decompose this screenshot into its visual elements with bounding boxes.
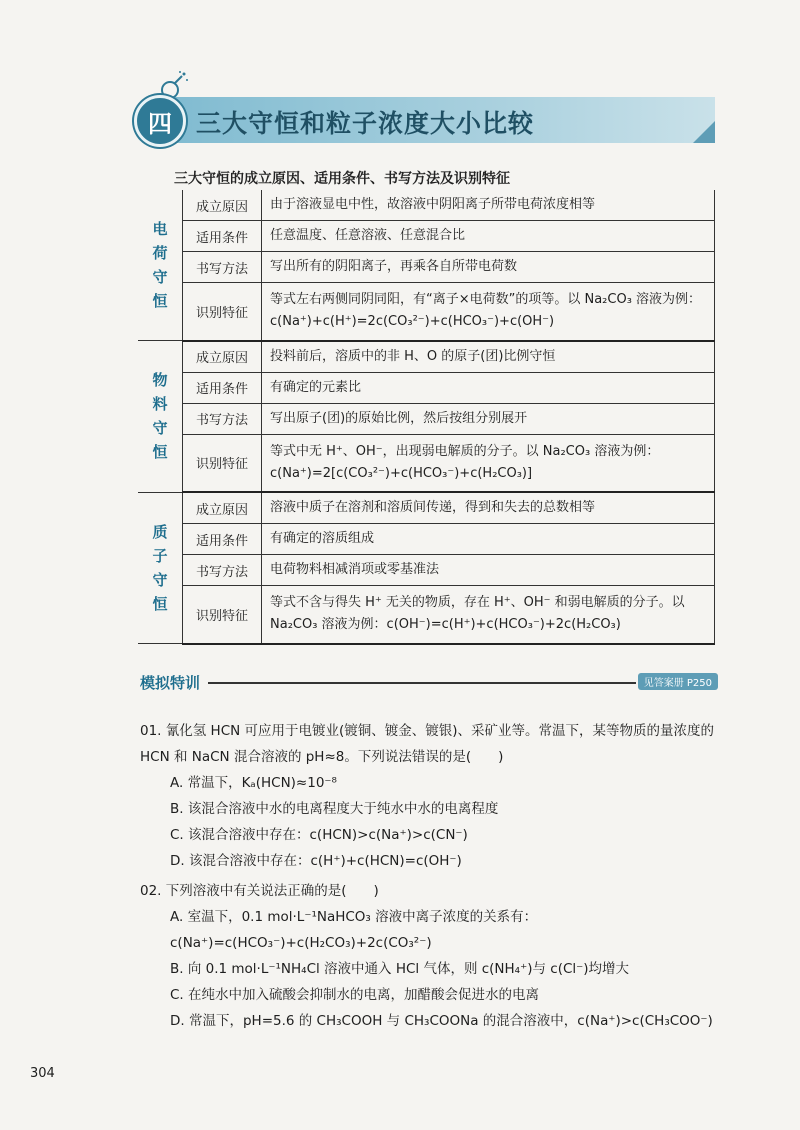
attr-content: 等式中无 H⁺、OH⁻，出现弱电解质的分子。以 Na₂CO₃ 溶液为例：c(Na⁺)=2[c(CO₃²⁻)+c(HCO₃⁻)+c(H₂CO₃)] [262, 434, 715, 492]
table-row [138, 586, 715, 644]
attr-content: 有确定的元素比 [262, 372, 715, 403]
attr-content: 等式不含与得失 H⁺ 无关的物质，存在 H⁺、OH⁻ 和弱电解质的分子。以 Na₂CO₃ 溶液为例：c(OH⁻)=c(H⁺)+c(HCO₃⁻)+2c(H₂CO₃) [262, 586, 715, 644]
attr-content: 投料前后，溶质中的非 H、O 的原子(团)比例守恒 [262, 341, 715, 373]
attr-label: 适用条件 [183, 524, 262, 555]
table-row [138, 555, 715, 586]
table-row [138, 341, 715, 373]
attr-label: 识别特征 [183, 434, 262, 492]
attr-content: 电荷物料相减消项或零基准法 [262, 555, 715, 586]
answer-ref-tag: 见答案册 P250 [638, 673, 718, 690]
group-label-charge: 电荷守恒 [138, 190, 183, 341]
attr-content: 任意温度、任意溶液、任意混合比 [262, 221, 715, 252]
section-number-badge: 四 [134, 95, 186, 147]
attr-content: 有确定的溶质组成 [262, 524, 715, 555]
conservation-table [138, 190, 715, 645]
group-label-proton: 质子守恒 [138, 492, 183, 644]
table-caption: 三大守恒的成立原因、适用条件、书写方法及识别特征 [174, 171, 510, 187]
attr-content: 写出所有的阴阳离子，再乘各自所带电荷数 [262, 252, 715, 283]
section-title: 模拟特训 [140, 674, 201, 692]
attr-label: 识别特征 [183, 586, 262, 644]
attr-content: 溶液中质子在溶剂和溶质间传递，得到和失去的总数相等 [262, 492, 715, 524]
table-row [138, 283, 715, 341]
question-stem: 02. 下列溶液中有关说法正确的是( ) [140, 883, 379, 899]
attr-label: 成立原因 [183, 190, 262, 221]
attr-label: 成立原因 [183, 492, 262, 524]
table-row [138, 492, 715, 524]
option-b: B. 向 0.1 mol·L⁻¹NH₄Cl 溶液中通入 HCl 气体，则 c(NH₄⁺)与 c(Cl⁻)均增大 [170, 961, 630, 977]
attr-label: 识别特征 [183, 283, 262, 341]
option-d: D. 常温下，pH=5.6 的 CH₃COOH 与 CH₃COONa 的混合溶液中，c(Na⁺)>c(CH₃COO⁻) [170, 1013, 713, 1029]
option-a: A. 常温下，Kₐ(HCN)≈10⁻⁸ [170, 775, 337, 791]
attr-label: 适用条件 [183, 372, 262, 403]
option-a: A. 室温下，0.1 mol·L⁻¹NaHCO₃ 溶液中离子浓度的关系有：c(Na⁺)=c(HCO₃⁻)+c(H₂CO₃)+2c(CO₃²⁻) [170, 909, 538, 951]
question-1 [140, 718, 720, 874]
practice-section-header [140, 672, 718, 692]
attr-label: 书写方法 [183, 555, 262, 586]
banner-corner [693, 121, 715, 143]
table-row [138, 524, 715, 555]
table-row [138, 434, 715, 492]
divider [208, 682, 636, 684]
table-row [138, 403, 715, 434]
table-row [138, 372, 715, 403]
option-b: B. 该混合溶液中水的电离程度大于纯水中水的电离程度 [170, 801, 499, 817]
attr-label: 书写方法 [183, 403, 262, 434]
attr-content: 由于溶液显电中性，故溶液中阴阳离子所带电荷浓度相等 [262, 190, 715, 221]
option-c: C. 在纯水中加入硫酸会抑制水的电离，加醋酸会促进水的电离 [170, 987, 540, 1003]
table-row [138, 190, 715, 221]
page-title: 三大守恒和粒子浓度大小比较 [196, 109, 535, 138]
group-label-material: 物料守恒 [138, 341, 183, 493]
table-row [138, 252, 715, 283]
option-d: D. 该混合溶液中存在：c(H⁺)+c(HCN)=c(OH⁻) [170, 853, 462, 869]
attr-label: 成立原因 [183, 341, 262, 373]
option-c: C. 该混合溶液中存在：c(HCN)>c(Na⁺)>c(CN⁻) [170, 827, 468, 843]
question-2 [140, 878, 720, 1034]
table-row [138, 221, 715, 252]
attr-content: 等式左右两侧同阴同阳，有“离子×电荷数”的项等。以 Na₂CO₃ 溶液为例：c(Na⁺)+c(H⁺)=2c(CO₃²⁻)+c(HCO₃⁻)+c(OH⁻) [262, 283, 715, 341]
attr-label: 书写方法 [183, 252, 262, 283]
question-stem: 01. 氰化氢 HCN 可应用于电镀业(镀铜、镀金、镀银)、采矿业等。常温下，某等物质的量浓度的 HCN 和 NaCN 混合溶液的 pH≈8。下列说法错误的是( ) [140, 723, 715, 765]
page-number: 304 [30, 1066, 55, 1081]
attr-label: 适用条件 [183, 221, 262, 252]
attr-content: 写出原子(团)的原始比例，然后按组分别展开 [262, 403, 715, 434]
